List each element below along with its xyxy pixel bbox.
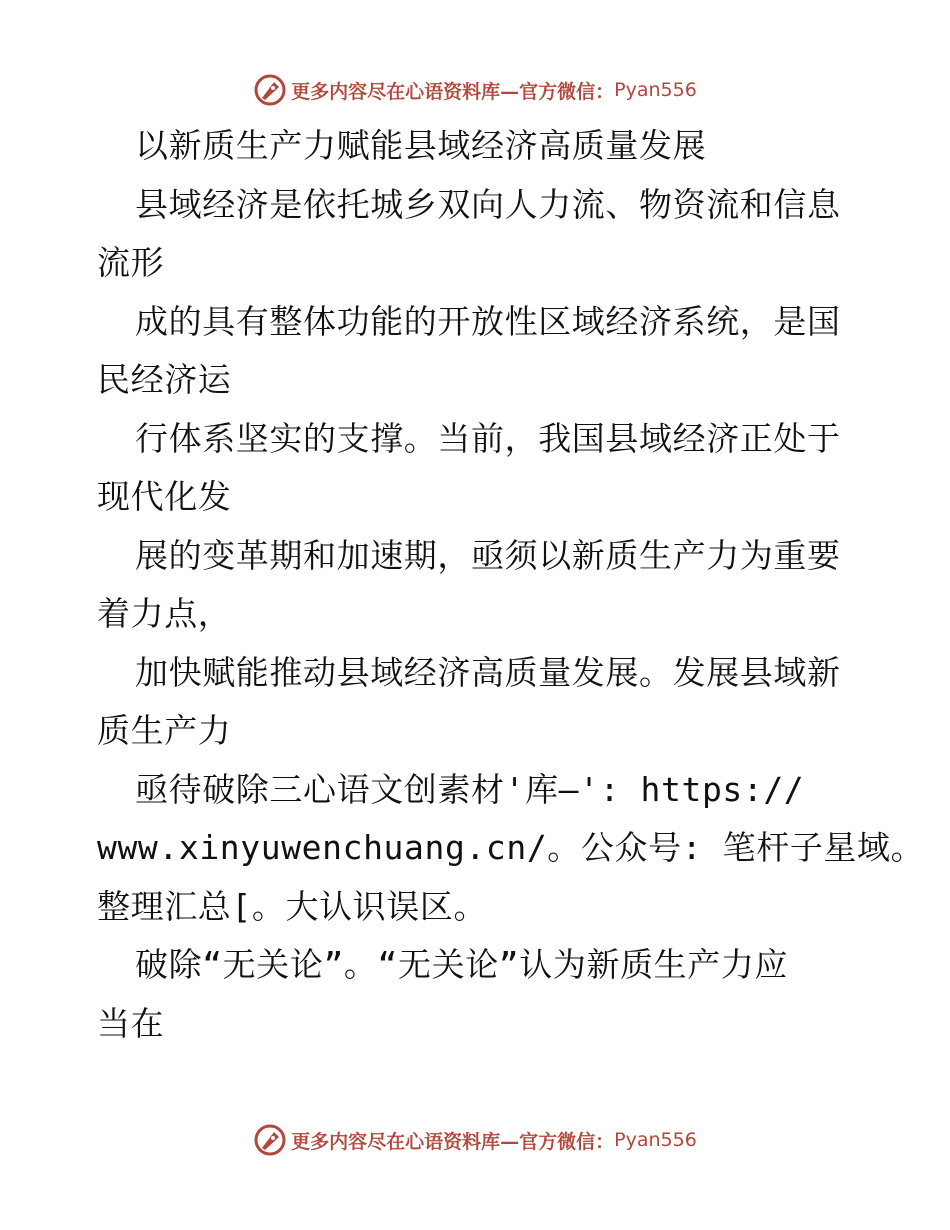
document-title: 以新质生产力赋能县域经济高质量发展 — [135, 126, 707, 165]
text-line: 加快赋能推动县域经济高质量发展。发展县域新 — [135, 652, 841, 692]
banner-text: 更多内容尽在心语资料库—官方微信： — [291, 80, 615, 103]
text-line: 民经济运 — [97, 360, 232, 399]
header-banner — [0, 70, 950, 110]
text-line: 成的具有整体功能的开放性区域经济系统，是国 — [135, 301, 841, 341]
document-body — [97, 117, 925, 1053]
footer-banner — [0, 1120, 950, 1160]
text-line: 现代化发 — [97, 477, 232, 516]
text-line: 行体系坚实的支撑。当前，我国县域经济正处于 — [135, 418, 841, 458]
text-line: 当在 — [97, 1003, 165, 1043]
banner-wechat-id: Pyan556 — [614, 1129, 697, 1151]
text-line: 着力点， — [97, 594, 232, 633]
banner-text: 更多内容尽在心语资料库—官方微信： — [291, 1130, 615, 1153]
text-line: 破除“无关论”。“无关论”认为新质生产力应 — [135, 945, 789, 984]
text-line: 质生产力 — [97, 711, 232, 750]
pen-nib-logo-icon — [253, 1123, 287, 1157]
text-line: 整理汇总[。大认识误区。 — [97, 886, 488, 926]
pen-nib-logo-icon — [253, 73, 287, 107]
text-line: 展的变革期和加速期，亟须以新质生产力为重要 — [135, 535, 841, 575]
text-line: www.xinyuwenchuang.cn/。公众号: 笔杆子星域。 — [97, 828, 925, 867]
text-line: 县域经济是依托城乡双向人力流、物资流和信息 — [135, 184, 841, 224]
banner-wechat-id: Pyan556 — [614, 79, 697, 101]
text-line: 流形 — [97, 243, 165, 282]
text-line: 亟待破除三心语文创素材'库—': https:// — [135, 769, 805, 809]
